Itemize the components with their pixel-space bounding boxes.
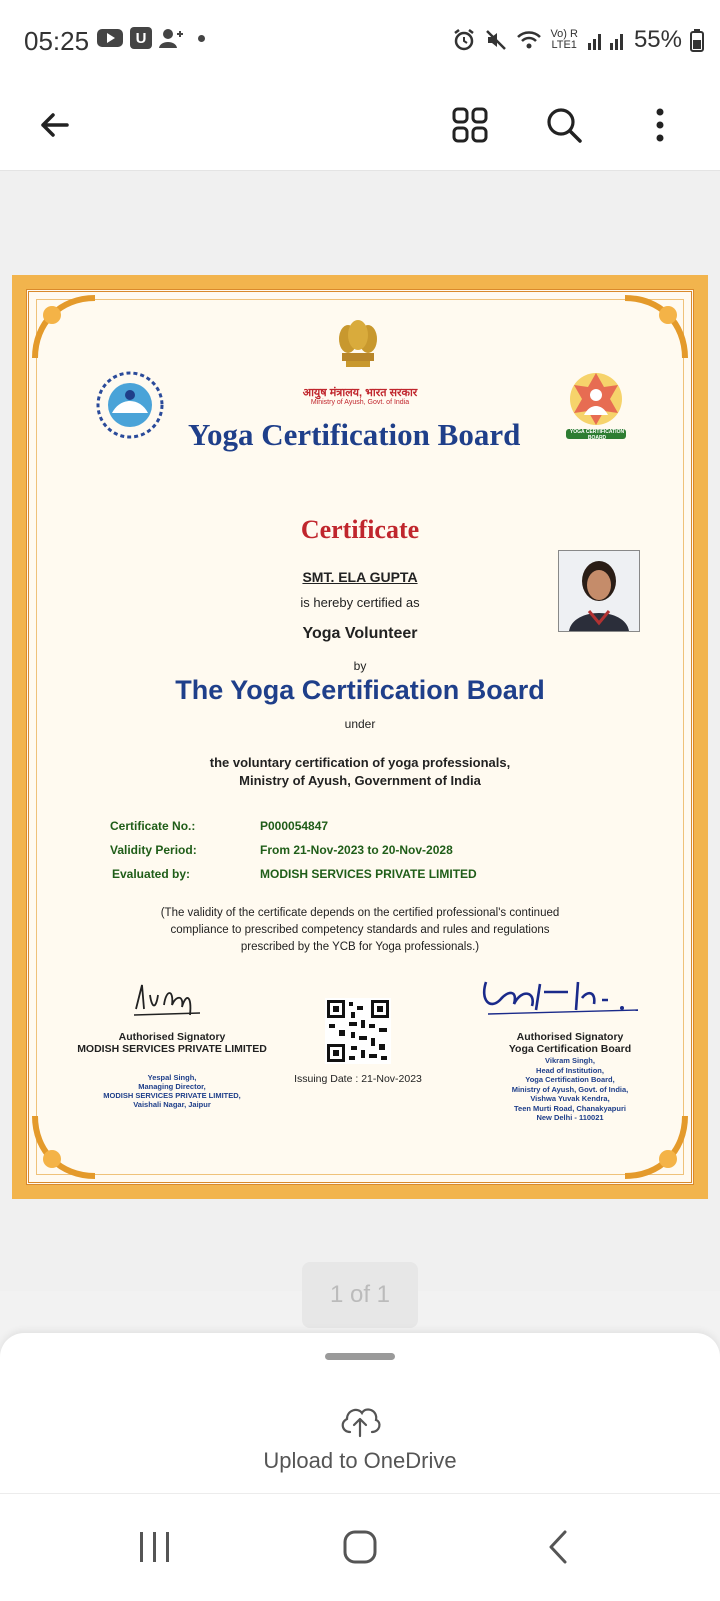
search-button[interactable] — [534, 95, 594, 155]
detail-value-certificate-no: P000054847 — [260, 819, 329, 833]
right-sig-org: Yoga Certification Board — [508, 1043, 632, 1055]
network-type: Vo) R LTE1 — [550, 28, 578, 51]
person-photo-icon — [559, 551, 639, 631]
more-vert-icon — [654, 107, 666, 143]
view-grid-button[interactable] — [440, 95, 500, 155]
detail-label-evaluated: Evaluated by: — [112, 867, 191, 881]
left-logo-icon — [90, 367, 170, 447]
grid-icon — [451, 106, 489, 144]
search-icon — [545, 106, 583, 144]
right-sig-details: Vikram Singh, Head of Institution, Yoga Certification Board, Ministry of Ayush, Govt. of India, Vishwa Yuvak Kendra, Teen Murti Road, Chanakyapuri New Delhi - 110021 — [511, 1056, 629, 1122]
ministry-hindi: आयुष मंत्रालय, भारत सरकार — [302, 387, 418, 399]
signal-icon — [586, 29, 626, 51]
status-left-icons — [96, 27, 205, 49]
by-text: by — [353, 659, 367, 673]
status-right — [452, 26, 704, 54]
right-signature-icon — [478, 970, 648, 1020]
dot-icon — [198, 35, 205, 42]
home-icon — [335, 1524, 385, 1570]
back-icon — [535, 1524, 585, 1570]
left-sig-org: MODISH SERVICES PRIVATE LIMITED — [77, 1043, 267, 1055]
status-bar — [0, 0, 720, 80]
detail-label-validity: Validity Period: — [110, 843, 197, 857]
mute-icon — [484, 28, 508, 52]
left-sig-title: Authorised Signatory — [118, 1031, 226, 1043]
detail-value-evaluated: MODISH SERVICES PRIVATE LIMITED — [260, 867, 477, 881]
board-title: Yoga Certification Board — [188, 417, 521, 452]
u-app-icon: U — [130, 27, 152, 49]
detail-label-certificate-no: Certificate No.: — [110, 819, 196, 833]
corner-ornament-icon — [30, 1111, 100, 1181]
certified-role: Yoga Volunteer — [302, 625, 418, 642]
corner-ornament-icon — [30, 293, 100, 363]
validity-note-1: (The validity of the certificate depends on the certified professional's continued — [160, 907, 560, 919]
upload-onedrive-label[interactable]: Upload to OneDrive — [263, 1448, 457, 1473]
scheme-line-1: the voluntary certification of yoga professionals, — [209, 755, 511, 770]
scheme-line-2: Ministry of Ayush, Government of India — [239, 773, 481, 788]
recipient-name: SMT. ELA GUPTA — [302, 569, 418, 585]
back-arrow-icon — [37, 107, 73, 143]
ministry-english: Ministry of Ayush, Govt. of India — [310, 399, 410, 406]
detail-value-validity: From 21-Nov-2023 to 20-Nov-2028 — [260, 843, 453, 857]
corner-ornament-icon — [620, 293, 690, 363]
certificate-page — [12, 275, 708, 1199]
ycb-logo-text: YOGA CERTIFICATION BOARD — [569, 429, 625, 441]
issuer-name: The Yoga Certification Board — [175, 675, 545, 705]
sheet-drag-handle[interactable] — [325, 1353, 395, 1360]
certified-as-text: is hereby certified as — [300, 595, 420, 610]
battery-icon — [690, 28, 704, 52]
back-button[interactable] — [25, 95, 85, 155]
status-time: 05:25 — [24, 26, 90, 56]
nav-back-button[interactable] — [535, 1524, 585, 1570]
person-add-icon — [158, 27, 184, 49]
recents-icon — [130, 1524, 180, 1570]
youtube-icon — [96, 27, 124, 49]
under-text: under — [344, 717, 376, 731]
more-options-button[interactable] — [630, 95, 690, 155]
recents-button[interactable] — [130, 1524, 180, 1570]
issuing-date: Issuing Date : 21-Nov-2023 — [294, 1073, 422, 1085]
system-nav-bar — [0, 1493, 720, 1601]
right-sig-title: Authorised Signatory — [516, 1031, 624, 1043]
home-button[interactable] — [335, 1524, 385, 1570]
upload-onedrive-button[interactable] — [338, 1400, 382, 1440]
qr-code-icon — [325, 998, 391, 1064]
recipient-photo — [558, 550, 640, 632]
app-toolbar — [0, 80, 720, 171]
left-signature-icon — [130, 975, 210, 1023]
cloud-upload-icon — [338, 1400, 382, 1440]
validity-note-2: compliance to prescribed competency standards and rules and regulations — [170, 924, 550, 936]
validity-note-3: prescribed by the YCB for Yoga professionals.) — [240, 941, 480, 953]
certificate-heading: Certificate — [300, 515, 420, 544]
page-indicator: 1 of 1 — [302, 1262, 418, 1328]
national-emblem-icon — [334, 317, 382, 381]
battery-percent: 55% — [633, 26, 682, 53]
wifi-icon — [516, 28, 542, 52]
left-sig-details: Yespal Singh, Managing Director, MODISH SERVICES PRIVATE LIMITED, Vaishali Nagar, Jaipur — [103, 1073, 241, 1109]
alarm-icon — [452, 28, 476, 52]
